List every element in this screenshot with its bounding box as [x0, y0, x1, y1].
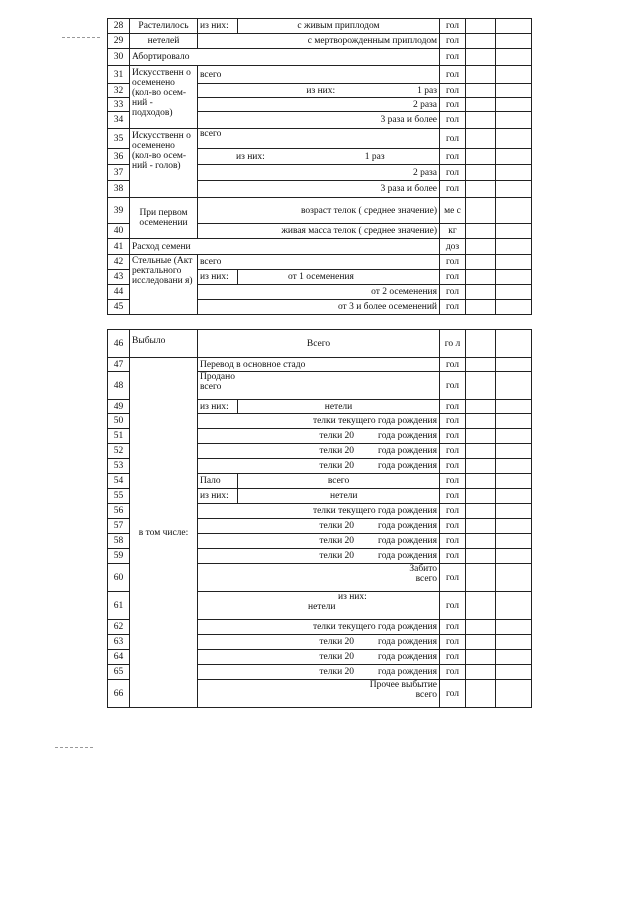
row-number: 40	[108, 224, 130, 239]
row-text: 1 раз	[364, 151, 385, 162]
row-label: Растелилось	[130, 19, 198, 34]
unit-cell: гол	[440, 84, 466, 98]
row-number: 38	[108, 181, 130, 198]
row-number: 29	[108, 34, 130, 49]
value-cell[interactable]	[466, 112, 496, 129]
unit-cell: гол	[440, 372, 466, 400]
unit-cell: гол	[440, 255, 466, 270]
value-cell[interactable]	[466, 400, 496, 414]
value-cell[interactable]	[496, 49, 532, 66]
group-label: Искусственн о осеменено (кол-во осем-ний - подходов)	[130, 66, 198, 129]
row-number: 30	[108, 49, 130, 66]
row-text: телки 20	[319, 667, 355, 677]
row-text: телки текущего года рождения	[198, 620, 440, 635]
value-cell[interactable]	[496, 429, 532, 444]
row-text-pair	[198, 635, 440, 650]
table-row	[108, 19, 532, 34]
row-sublabel: из них:	[306, 85, 336, 96]
unit-cell: гол	[440, 270, 466, 285]
unit-cell: гол	[440, 564, 466, 592]
row-text: всего	[200, 382, 222, 392]
value-cell[interactable]	[496, 66, 532, 84]
row-number: 58	[108, 534, 130, 549]
value-cell[interactable]	[496, 181, 532, 198]
row-text-pair	[198, 444, 440, 459]
unit-cell: гол	[440, 489, 466, 504]
value-cell[interactable]	[466, 84, 496, 98]
row-text: всего	[198, 129, 440, 149]
value-cell[interactable]	[496, 564, 532, 592]
margin-mark-bottom	[55, 747, 93, 748]
value-cell[interactable]	[496, 444, 532, 459]
row-text: года рождения	[378, 461, 438, 471]
value-cell[interactable]	[466, 330, 496, 358]
row-label: Выбыло	[130, 330, 198, 358]
row-text: телки 20	[319, 551, 355, 561]
value-cell[interactable]	[496, 112, 532, 129]
value-cell[interactable]	[496, 665, 532, 680]
value-cell[interactable]	[496, 98, 532, 112]
value-cell[interactable]	[496, 489, 532, 504]
row-number: 65	[108, 665, 130, 680]
row-number: 59	[108, 549, 130, 564]
value-cell[interactable]	[496, 270, 532, 285]
row-text: всего	[198, 66, 440, 84]
value-cell[interactable]	[496, 358, 532, 372]
group-label: Искусственн о осеменено (кол-во осем-ний - голов)	[130, 129, 198, 198]
row-number: 60	[108, 564, 130, 592]
unit-cell: гол	[440, 414, 466, 429]
value-cell[interactable]	[466, 635, 496, 650]
value-cell[interactable]	[466, 650, 496, 665]
value-cell[interactable]	[466, 444, 496, 459]
value-cell[interactable]	[466, 129, 496, 149]
row-text: нетели	[308, 602, 336, 612]
table-row	[108, 34, 532, 49]
table-row	[108, 330, 532, 358]
value-cell[interactable]	[466, 358, 496, 372]
row-number: 31	[108, 66, 130, 84]
value-cell[interactable]	[496, 224, 532, 239]
value-cell[interactable]	[466, 270, 496, 285]
row-text: нетели	[238, 400, 440, 414]
table-row	[108, 255, 532, 270]
value-cell[interactable]	[466, 34, 496, 49]
row-number: 39	[108, 198, 130, 224]
row-label: нетелей	[130, 34, 198, 49]
value-cell[interactable]	[466, 198, 496, 224]
row-label: Расход семени	[130, 239, 440, 255]
row-number: 56	[108, 504, 130, 519]
unit-cell: гол	[440, 620, 466, 635]
row-text: Перевод в основное стадо	[198, 358, 440, 372]
row-text: телки 20	[319, 446, 355, 456]
value-cell[interactable]	[466, 592, 496, 620]
row-number: 37	[108, 165, 130, 181]
value-cell[interactable]	[496, 300, 532, 315]
unit-cell: гол	[440, 129, 466, 149]
row-text: с живым приплодом	[238, 19, 440, 34]
value-cell[interactable]	[466, 239, 496, 255]
value-cell[interactable]	[496, 459, 532, 474]
row-text: года рождения	[378, 431, 438, 441]
row-text: Продано	[200, 372, 235, 382]
value-cell[interactable]	[496, 680, 532, 708]
row-text: года рождения	[378, 446, 438, 456]
row-number: 48	[108, 372, 130, 400]
row-number: 51	[108, 429, 130, 444]
row-number: 35	[108, 129, 130, 149]
unit-cell: гол	[440, 650, 466, 665]
row-text: возраст телок ( среднее значение)	[198, 198, 440, 224]
value-cell[interactable]	[466, 534, 496, 549]
row-sublabel: из них:	[198, 19, 238, 34]
value-cell[interactable]	[466, 255, 496, 270]
value-cell[interactable]	[466, 680, 496, 708]
value-cell[interactable]	[466, 165, 496, 181]
unit-cell: гол	[440, 358, 466, 372]
unit-cell: гол	[440, 34, 466, 49]
row-text-pair	[198, 549, 440, 564]
row-text: от 2 осеменения	[198, 285, 440, 300]
row-text: телки 20	[319, 536, 355, 546]
row-number: 64	[108, 650, 130, 665]
table-row	[108, 129, 532, 149]
table-row	[108, 239, 532, 255]
row-number: 57	[108, 519, 130, 534]
row-text-pair	[198, 650, 440, 665]
row-sublabel: из них:	[338, 592, 367, 602]
unit-cell: гол	[440, 66, 466, 84]
table-row	[108, 49, 532, 66]
value-cell[interactable]	[496, 519, 532, 534]
row-number: 63	[108, 635, 130, 650]
value-cell[interactable]	[496, 255, 532, 270]
value-cell[interactable]	[466, 459, 496, 474]
row-text-pair	[198, 429, 440, 444]
row-text: года рождения	[378, 667, 438, 677]
row-text: Прочее выбытие	[369, 680, 438, 690]
unit-cell: гол	[440, 665, 466, 680]
value-cell[interactable]	[466, 564, 496, 592]
row-number: 50	[108, 414, 130, 429]
value-cell[interactable]	[496, 400, 532, 414]
value-cell[interactable]	[466, 504, 496, 519]
value-cell[interactable]	[496, 635, 532, 650]
unit-cell: гол	[440, 285, 466, 300]
row-number: 33	[108, 98, 130, 112]
unit-cell: гол	[440, 149, 466, 165]
form-table-breeding	[107, 18, 532, 315]
row-text-pair	[198, 519, 440, 534]
value-cell[interactable]	[466, 285, 496, 300]
value-cell[interactable]	[496, 285, 532, 300]
row-number: 43	[108, 270, 130, 285]
row-sublabel: из них:	[198, 400, 238, 414]
value-cell[interactable]	[466, 372, 496, 400]
value-cell[interactable]	[496, 34, 532, 49]
row-text: года рождения	[378, 536, 438, 546]
value-cell[interactable]	[466, 49, 496, 66]
value-cell[interactable]	[466, 98, 496, 112]
unit-cell: кг	[440, 224, 466, 239]
row-number: 54	[108, 474, 130, 489]
row-text: с мертворожденным приплодом	[198, 34, 440, 49]
row-number: 46	[108, 330, 130, 358]
value-cell[interactable]	[466, 300, 496, 315]
value-cell[interactable]	[466, 19, 496, 34]
row-sublabel: из них:	[236, 151, 265, 162]
value-cell[interactable]	[466, 519, 496, 534]
row-number: 28	[108, 19, 130, 34]
row-sublabel: из них:	[198, 489, 238, 504]
row-text-stack	[198, 372, 440, 400]
unit-cell: гол	[440, 400, 466, 414]
value-cell[interactable]	[496, 549, 532, 564]
unit-cell: гол	[440, 112, 466, 129]
value-cell[interactable]	[496, 534, 532, 549]
unit-cell: гол	[440, 98, 466, 112]
row-text: Забито	[409, 564, 438, 574]
value-cell[interactable]	[466, 489, 496, 504]
row-number: 55	[108, 489, 130, 504]
row-number: 66	[108, 680, 130, 708]
row-text: Всего	[198, 330, 440, 358]
value-cell[interactable]	[466, 224, 496, 239]
table-row	[108, 198, 532, 224]
unit-cell: гол	[440, 459, 466, 474]
row-label: Пало	[198, 474, 238, 489]
row-text-stack	[198, 592, 440, 620]
row-number: 36	[108, 149, 130, 165]
row-text: телки текущего года рождения	[198, 414, 440, 429]
row-number: 45	[108, 300, 130, 315]
value-cell[interactable]	[466, 66, 496, 84]
value-cell[interactable]	[496, 239, 532, 255]
unit-cell: ме с	[440, 198, 466, 224]
group-label: При первом осеменении	[130, 198, 198, 239]
unit-cell: гол	[440, 429, 466, 444]
unit-cell: гол	[440, 49, 466, 66]
unit-cell: гол	[440, 549, 466, 564]
row-number: 53	[108, 459, 130, 474]
value-cell[interactable]	[496, 592, 532, 620]
row-text: года рождения	[378, 652, 438, 662]
group-label: в том числе:	[130, 358, 198, 708]
row-text: от 3 и более осеменений	[198, 300, 440, 315]
unit-cell: гол	[440, 474, 466, 489]
row-text-pair	[198, 84, 440, 98]
row-text: всего	[415, 574, 438, 584]
table-row	[108, 66, 532, 84]
row-number: 47	[108, 358, 130, 372]
value-cell[interactable]	[496, 19, 532, 34]
value-cell[interactable]	[466, 414, 496, 429]
row-text-pair	[198, 665, 440, 680]
value-cell[interactable]	[466, 549, 496, 564]
row-text: телки текущего года рождения	[198, 504, 440, 519]
row-text-stack	[198, 564, 440, 592]
row-text: телки 20	[319, 637, 355, 647]
row-text: года рождения	[378, 521, 438, 531]
value-cell[interactable]	[496, 165, 532, 181]
unit-cell: го л	[440, 330, 466, 358]
value-cell[interactable]	[496, 620, 532, 635]
row-number: 32	[108, 84, 130, 98]
unit-cell: гол	[440, 534, 466, 549]
value-cell[interactable]	[496, 149, 532, 165]
row-text: телки 20	[319, 521, 355, 531]
row-label: Абортировало	[130, 49, 440, 66]
unit-cell: гол	[440, 680, 466, 708]
row-text: от 1 осеменения	[238, 270, 440, 285]
row-number: 62	[108, 620, 130, 635]
row-sublabel: из них:	[198, 270, 238, 285]
value-cell[interactable]	[496, 504, 532, 519]
row-number: 52	[108, 444, 130, 459]
value-cell[interactable]	[496, 474, 532, 489]
row-number: 34	[108, 112, 130, 129]
unit-cell: гол	[440, 519, 466, 534]
value-cell[interactable]	[496, 372, 532, 400]
group-label: Стельные (Акт ректального исследовани я)	[130, 255, 198, 315]
row-text: всего	[238, 474, 440, 489]
value-cell[interactable]	[496, 84, 532, 98]
row-text-pair	[198, 534, 440, 549]
unit-cell: гол	[440, 19, 466, 34]
unit-cell: доз	[440, 239, 466, 255]
value-cell[interactable]	[496, 414, 532, 429]
form-table-disposal	[107, 329, 532, 708]
unit-cell: гол	[440, 592, 466, 620]
row-text: телки 20	[319, 652, 355, 662]
row-text-pair	[198, 459, 440, 474]
value-cell[interactable]	[466, 181, 496, 198]
value-cell[interactable]	[496, 330, 532, 358]
row-number: 41	[108, 239, 130, 255]
value-cell[interactable]	[496, 198, 532, 224]
row-text: телки 20	[319, 431, 355, 441]
unit-cell: гол	[440, 504, 466, 519]
value-cell[interactable]	[466, 429, 496, 444]
row-text: года рождения	[378, 551, 438, 561]
row-number: 61	[108, 592, 130, 620]
unit-cell: гол	[440, 181, 466, 198]
unit-cell: гол	[440, 165, 466, 181]
row-text: 1 раз	[417, 85, 437, 96]
row-number: 44	[108, 285, 130, 300]
table-row	[108, 358, 532, 372]
value-cell[interactable]	[466, 665, 496, 680]
row-text-stack	[198, 680, 440, 708]
row-number: 49	[108, 400, 130, 414]
unit-cell: гол	[440, 300, 466, 315]
value-cell[interactable]	[466, 149, 496, 165]
row-text: нетели	[238, 489, 440, 504]
value-cell[interactable]	[466, 474, 496, 489]
unit-cell: гол	[440, 444, 466, 459]
row-text: 3 раза и более	[198, 181, 440, 198]
row-text: 2 раза	[198, 165, 440, 181]
value-cell[interactable]	[496, 129, 532, 149]
row-text: всего	[198, 255, 440, 270]
row-text: живая масса телок ( среднее значение)	[198, 224, 440, 239]
value-cell[interactable]	[496, 650, 532, 665]
row-text: телки 20	[319, 461, 355, 471]
row-text: 2 раза	[198, 98, 440, 112]
row-text: года рождения	[378, 637, 438, 647]
row-text: всего	[415, 690, 438, 700]
row-text: 3 раза и более	[198, 112, 440, 129]
unit-cell: гол	[440, 635, 466, 650]
row-number: 42	[108, 255, 130, 270]
value-cell[interactable]	[466, 620, 496, 635]
margin-mark-top	[62, 37, 100, 38]
row-text-pair	[198, 149, 440, 165]
